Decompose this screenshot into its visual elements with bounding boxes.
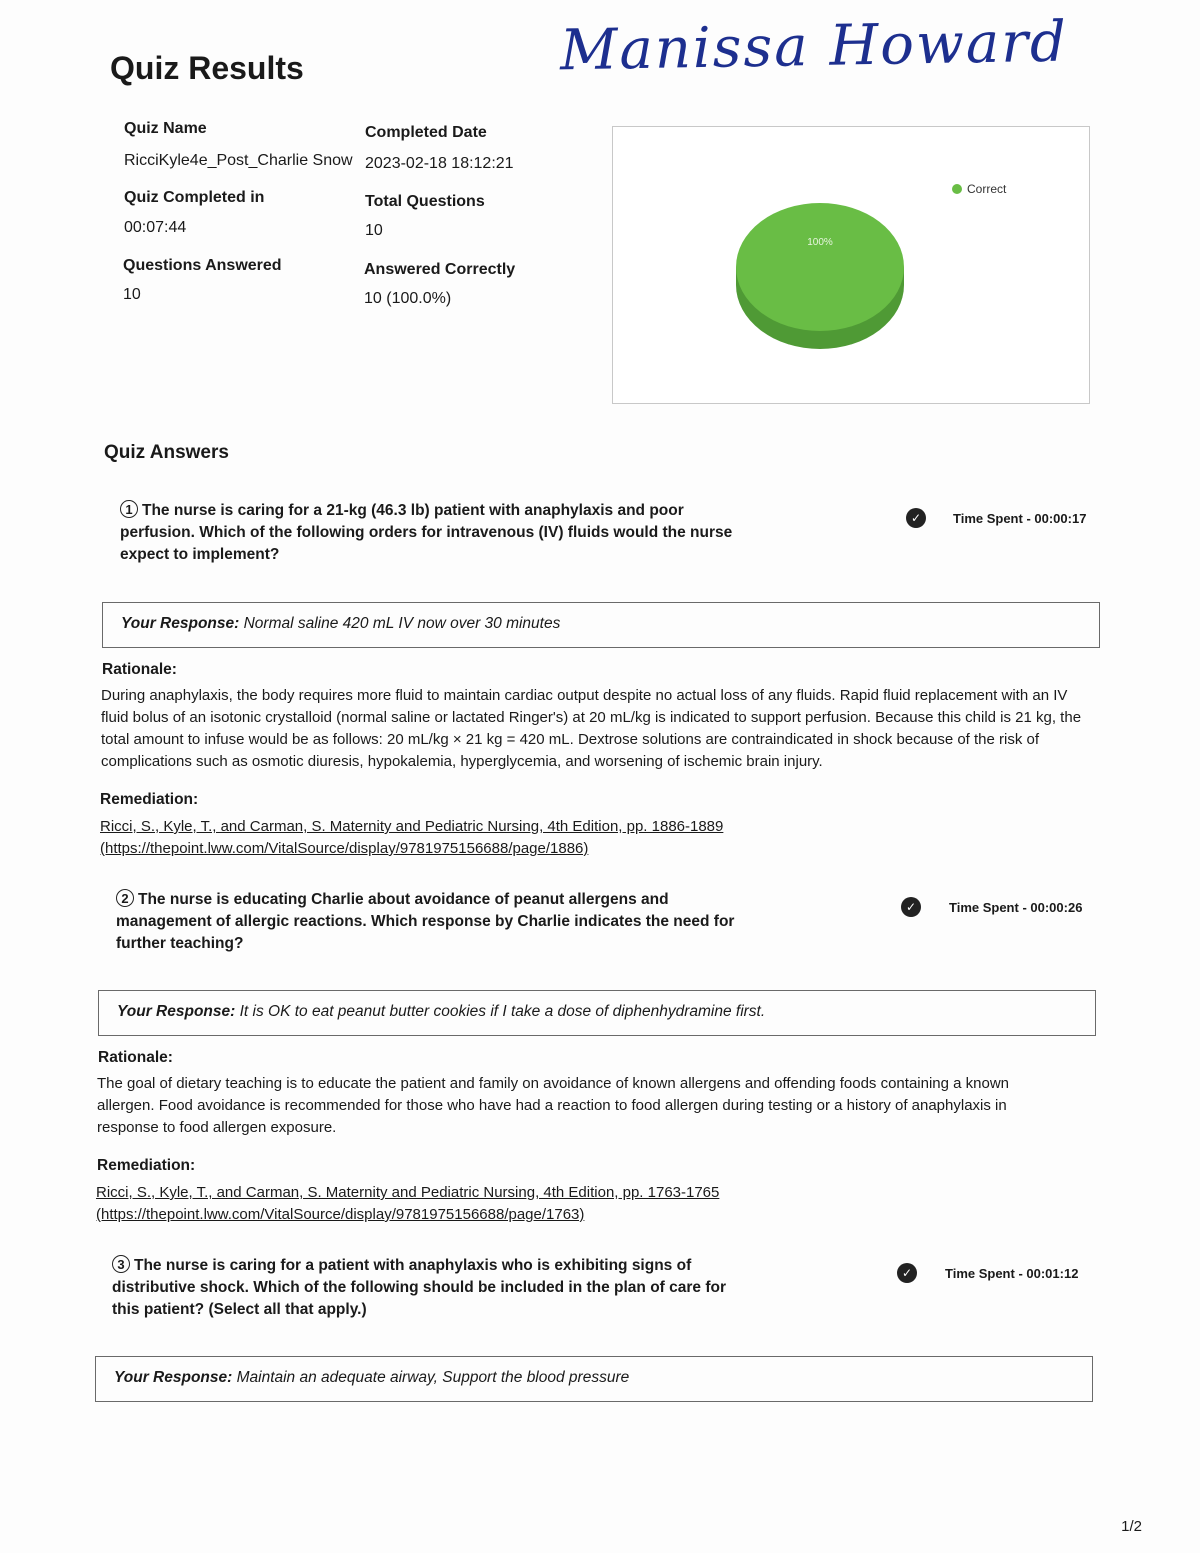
results-chart — [612, 126, 1090, 404]
response-box — [102, 602, 1100, 648]
total-questions-value: 10 — [365, 222, 383, 239]
pie-chart-svg — [613, 127, 1089, 403]
rationale-heading: Rationale: — [98, 1049, 173, 1066]
response-label: Your Response: — [121, 615, 240, 632]
total-questions-label: Total Questions — [365, 193, 485, 210]
remediation-url-link[interactable]: (https://thepoint.lww.com/VitalSource/display/9781975156688/page/1763) — [96, 1206, 585, 1223]
completed-date-label: Completed Date — [365, 124, 487, 141]
pie-slice-correct[interactable] — [736, 203, 904, 331]
quiz-name-label: Quiz Name — [124, 120, 207, 137]
rationale-heading: Rationale: — [102, 661, 177, 678]
questions-answered-value: 10 — [123, 286, 141, 303]
response-text: Maintain an adequate airway, Support the blood pressure — [236, 1369, 630, 1386]
time-spent: Time Spent - 00:00:17 — [953, 511, 1087, 526]
page-title: Quiz Results — [110, 50, 304, 86]
remediation-heading: Remediation: — [97, 1157, 196, 1174]
pie-data-label: 100% — [807, 237, 833, 248]
remediation-block — [100, 816, 860, 860]
response-label: Your Response: — [114, 1369, 233, 1386]
remediation-heading: Remediation: — [100, 791, 199, 808]
response-text: It is OK to eat peanut butter cookies if I take a dose of diphenhydramine first. — [239, 1003, 766, 1020]
remediation-url-link[interactable]: (https://thepoint.lww.com/VitalSource/display/9781975156688/page/1886) — [100, 840, 589, 857]
remediation-block — [96, 1182, 856, 1226]
time-spent: Time Spent - 00:00:26 — [949, 900, 1083, 915]
completed-in-label: Quiz Completed in — [124, 189, 265, 206]
question-text: The nurse is caring for a patient with anaphylaxis who is exhibiting signs of distributive shock. Which of the following should be included in the plan of care for this patient? (Select all that apply.) — [112, 1257, 726, 1318]
legend-swatch — [952, 184, 962, 194]
time-spent: Time Spent - 00:01:12 — [945, 1266, 1079, 1281]
question-3 — [112, 1255, 752, 1321]
remediation-reference-link[interactable]: Ricci, S., Kyle, T., and Carman, S. Maternity and Pediatric Nursing, 4th Edition, pp. 1763-1765 — [96, 1184, 720, 1201]
legend-label: Correct — [967, 182, 1007, 196]
quiz-name-value: RicciKyle4e_Post_Charlie Snow — [124, 152, 353, 169]
correct-check-icon: ✓ — [897, 1263, 917, 1283]
response-text: Normal saline 420 mL IV now over 30 minutes — [243, 615, 561, 632]
question-1 — [120, 500, 760, 566]
question-2 — [116, 889, 756, 955]
page-number: 1/2 — [1121, 1518, 1142, 1535]
question-text: The nurse is caring for a 21-kg (46.3 lb) patient with anaphylaxis and poor perfusion. Which of the following orders for intravenous (IV) fluids would the nurse expect to implement? — [120, 502, 733, 563]
correct-check-icon: ✓ — [901, 897, 921, 917]
rationale-text: The goal of dietary teaching is to educate the patient and family on avoidance of known allergens and offending foods containing a known allergen. Food avoidance is recommended for those who have had a reaction to food allergen during testing or a history of anaphylaxis in response to food allergen exposure. — [97, 1075, 1010, 1136]
response-box — [98, 990, 1096, 1036]
question-number-badge: 2 — [116, 889, 134, 907]
quiz-answers-title: Quiz Answers — [104, 442, 229, 463]
rationale-text: During anaphylaxis, the body requires more fluid to maintain cardiac output despite no actual loss of any fluids. Rapid fluid replacement with an IV fluid bolus of an isotonic crystalloid (normal saline or lactated Ringer's) at 20 mL/kg is indicated to support perfusion. Because this child is 21 kg, the total amount to infuse would be as follows: 20 mL/kg × 21 kg = 420 mL. Dextrose solutions are contraindicated in shock because of the risk of complications such as osmotic diuresis, hypokalemia, hyperglycemia, and worsening of ischemic brain injury. — [101, 687, 1082, 770]
question-number-badge: 1 — [120, 500, 138, 518]
question-number-badge: 3 — [112, 1255, 130, 1273]
answered-correctly-label: Answered Correctly — [364, 261, 516, 278]
remediation-reference-link[interactable]: Ricci, S., Kyle, T., and Carman, S. Maternity and Pediatric Nursing, 4th Edition, pp. 1886-1889 — [100, 818, 724, 835]
question-text: The nurse is educating Charlie about avoidance of peanut allergens and management of allergic reactions. Which response by Charlie indicates the need for further teaching? — [116, 891, 735, 952]
answered-correctly-value: 10 (100.0%) — [364, 290, 452, 307]
response-box — [95, 1356, 1093, 1402]
questions-answered-label: Questions Answered — [123, 257, 282, 274]
completed-date-value: 2023-02-18 18:12:21 — [365, 155, 514, 172]
correct-check-icon: ✓ — [906, 508, 926, 528]
response-label: Your Response: — [117, 1003, 236, 1020]
handwritten-signature: Manissa Howard — [559, 9, 1069, 84]
completed-in-value: 00:07:44 — [124, 219, 187, 236]
